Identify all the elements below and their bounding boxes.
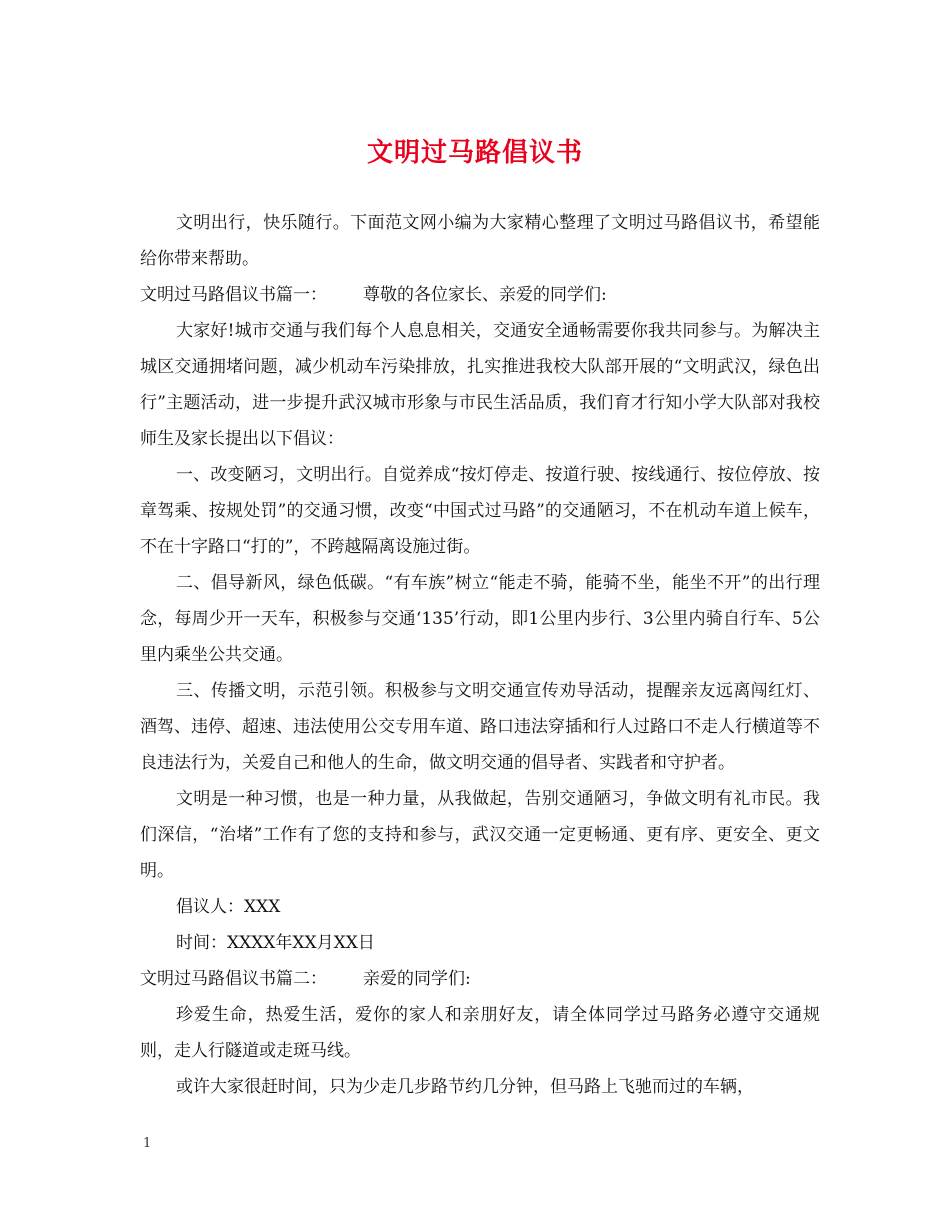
paragraph-proposal-two: 二、倡导新风，绿色低碳。“有车族”树立“能走不骑，能骑不坐，能坐不开”的出行理念，每周少开一天车，积极参与交通‘135’行动，即1公里内步行、3公里内骑自行车、5公里内乘坐公共交通。: [140, 573, 820, 665]
page-number: 1: [143, 1136, 152, 1151]
paragraph-greeting: 大家好!城市交通与我们每个人息息相关，交通安全通畅需要你我共同参与。为解决主城区交通拥堵问题，减少机动车污染排放，扎实推进我校大队部开展的“文明武汉，绿色出行”主题活动，进一步提升武汉城市形象与市民生活品质，我们育才行知小学大队部对我校师生及家长提出以下倡议：: [140, 321, 820, 449]
intro-paragraph: 文明出行，快乐随行。下面范文网小编为大家精心整理了文明过马路倡议书，希望能给你带来帮助。: [140, 213, 820, 269]
paragraph-proposal-three: 三、传播文明，示范引领。积极参与文明交通宣传劝导活动，提醒亲友远离闯红灯、酒驾、违停、超速、违法使用公交专用车道、路口违法穿插和行人过路口不走人行横道等不良违法行为，关爱自己和他人的生命，做文明交通的倡导者、实践者和守护者。: [140, 681, 820, 773]
section-two-salutation: 亲爱的同学们:: [363, 969, 471, 989]
document-body: [140, 205, 820, 1105]
paragraph-hurry: 或许大家很赶时间，只为少走几步路节约几分钟，但马路上飞驰而过的车辆，: [176, 1077, 754, 1097]
paragraph-cherish-life: 珍爱生命，热爱生活，爱你的家人和亲朋好友，请全体同学过马路务必遵守交通规则，走人行隧道或走斑马线。: [140, 1005, 820, 1061]
section-two-heading: [140, 961, 820, 997]
section-two-label: 文明过马路倡议书篇二：: [140, 969, 327, 989]
document-title: 文明过马路倡议书: [366, 138, 583, 168]
paragraph-proposal-one: 一、改变陋习，文明出行。自觉养成“按灯停走、按道行驶、按线通行、按位停放、按章驾乘、按规处罚”的交通习惯，改变“中国式过马路”的交通陋习，不在机动车道上候车，不在十字路口“打的”，不跨越隔离设施过街。: [140, 465, 820, 557]
section-one-label: 文明过马路倡议书篇一：: [140, 285, 327, 305]
date-line: 时间：XXXX年XX月XX日: [176, 933, 375, 953]
proposer-line: 倡议人：XXX: [176, 897, 281, 917]
section-one-heading: [140, 277, 820, 313]
paragraph-closing: 文明是一种习惯，也是一种力量，从我做起，告别交通陋习，争做文明有礼市民。我们深信，“治堵”工作有了您的支持和参与，武汉交通一定更畅通、更有序、更安全、更文明。: [140, 789, 820, 881]
section-one-salutation: 尊敬的各位家长、亲爱的同学们:: [363, 285, 607, 305]
